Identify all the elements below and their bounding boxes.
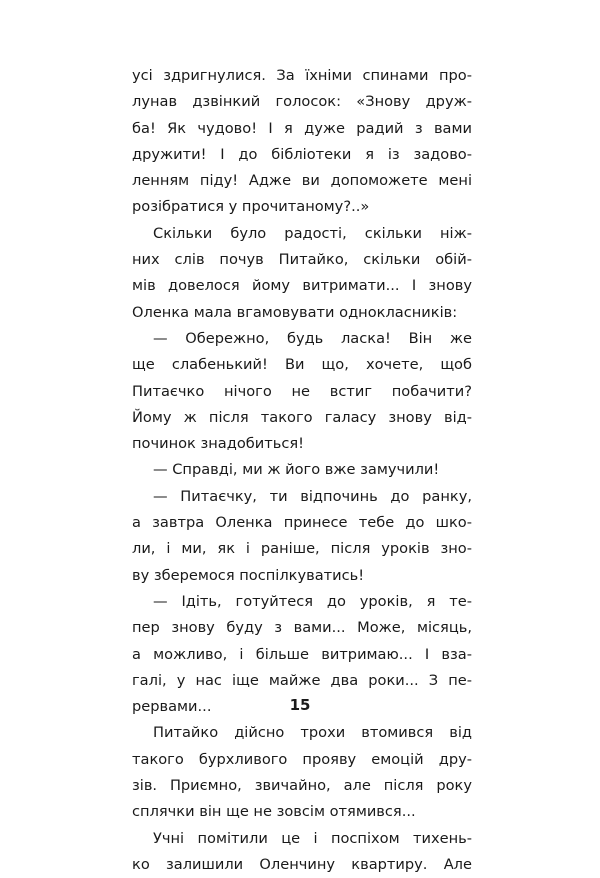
- text-line: такого бурхливого прояву емоцій дру-: [132, 750, 472, 768]
- text-line: лунав дзвінкий голосок: «Знову друж-: [132, 93, 472, 111]
- text-line: — Ідіть, готуйтеся до уроків, я те-: [153, 592, 472, 610]
- text-line: галі, у нас іще майже два роки... З пе-: [132, 671, 472, 689]
- text-line: рервами...: [132, 698, 212, 716]
- text-line: ли, і ми, як і раніше, після уроків зно-: [132, 540, 472, 558]
- page-number: 15: [289, 696, 311, 714]
- text-line: ще слабенький! Ви що, хочете, щоб: [132, 356, 472, 374]
- text-line: Оленка мала вгамовувати однокласників:: [132, 303, 458, 321]
- text-line: ба! Як чудово! І я дуже радий з вами: [132, 119, 472, 137]
- text-line: — Справді, ми ж його вже замучили!: [153, 461, 440, 479]
- text-line: починок знадобиться!: [132, 435, 305, 453]
- text-line: дружити! І до бібліотеки я із задово-: [132, 145, 472, 163]
- text-line: — Обережно, будь ласка! Він же: [153, 329, 472, 347]
- text-line: ленням піду! Адже ви допоможете мені: [132, 172, 472, 190]
- text-line: — Питаєчку, ти відпочинь до ранку,: [153, 487, 472, 505]
- text-line: Питаєчко нічого не встиг побачити?: [132, 382, 472, 400]
- text-line: а можливо, і більше витримаю... І взa-: [132, 645, 472, 663]
- text-line: зів. Приємно, звичайно, але після року: [132, 777, 472, 795]
- text-line: Питайко дійсно трохи втомився від: [153, 724, 472, 742]
- text-line: а завтра Оленка принесе тебе до шко-: [132, 514, 472, 532]
- text-line: пер знову буду з вами... Може, місяць,: [132, 619, 472, 637]
- text-line: усі здригнулися. За їхніми спинами про-: [132, 67, 472, 84]
- text-line: Йому ж після такого галасу знову від-: [132, 408, 472, 426]
- body-text: [132, 63, 472, 878]
- text-line: розібратися у прочитаному?..»: [132, 198, 370, 216]
- text-line: ко залишили Оленчину квартиру. Але: [132, 855, 472, 873]
- text-line: мів довелося йому витримати... І знову: [132, 277, 472, 295]
- text-line: сплячки він ще не зовсім отямився...: [132, 803, 416, 821]
- text-line: Скільки було радості, скільки ніж-: [153, 224, 472, 242]
- text-line: них слів почув Питайко, скільки обій-: [132, 251, 472, 269]
- text-line: ву зберемося поспілкуватись!: [132, 566, 365, 584]
- text-line: Учні помітили це і поспіхом тихень-: [153, 829, 472, 847]
